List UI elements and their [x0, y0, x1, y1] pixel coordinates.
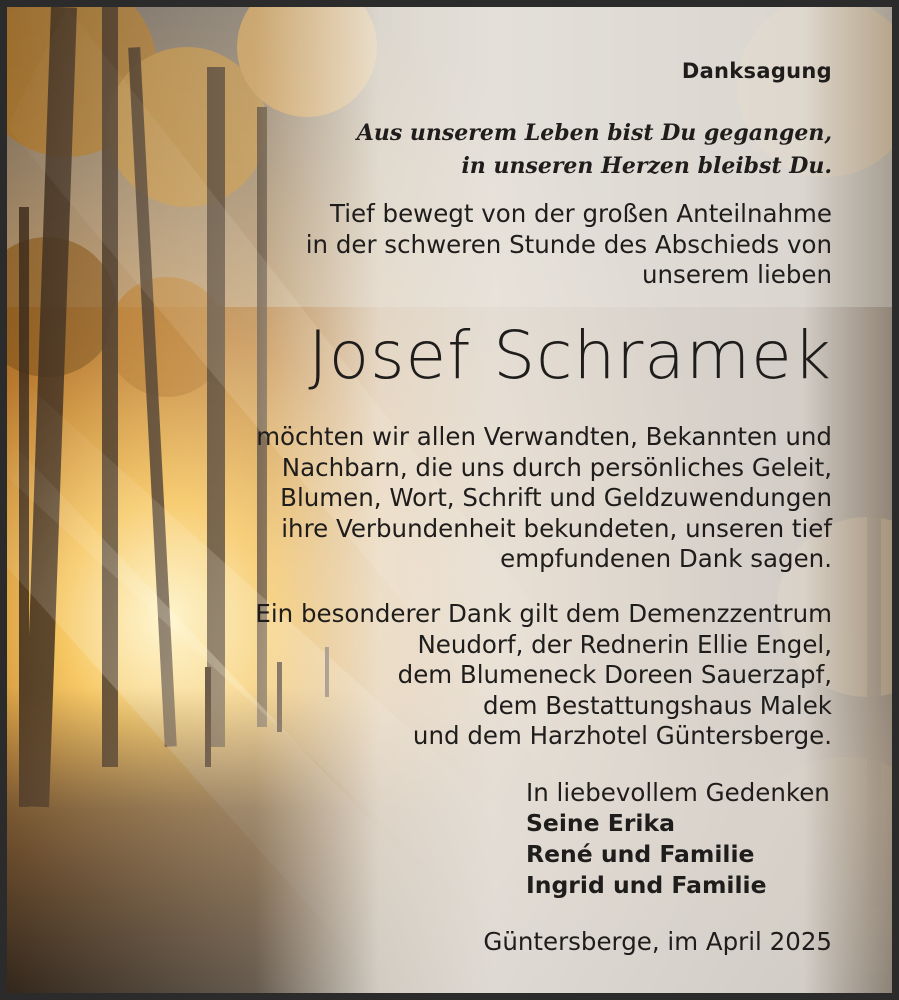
thanks-line: ihre Verbundenheit bekundeten, unseren tief — [281, 513, 832, 543]
special-thanks-line: Neudorf, der Rednerin Ellie Engel, — [417, 629, 832, 659]
thanks-line: Nachbarn, die uns durch persönliches Geleit, — [281, 452, 832, 482]
quote-line: Aus unserem Leben bist Du gegangen, — [356, 120, 832, 146]
thanks-paragraph — [172, 422, 832, 575]
thanks-line: Blumen, Wort, Schrift und Geldzuwendungen — [280, 483, 832, 512]
signoff-block — [526, 777, 856, 901]
memorial-quote — [212, 117, 832, 183]
quote-line: in unseren Herzen bleibst Du. — [461, 153, 832, 179]
special-thanks-line: dem Bestattungshaus Malek — [483, 690, 832, 720]
mourner-name: Ingrid und Familie — [526, 871, 767, 899]
deceased-name: Josef Schramek — [308, 317, 832, 394]
mourner-name: Seine Erika — [526, 809, 675, 837]
intro-line: in der schweren Stunde des Abschieds von — [305, 229, 832, 259]
notice-heading: Danksagung — [681, 59, 832, 83]
special-thanks-line: dem Blumeneck Doreen Sauerzapf, — [397, 660, 832, 689]
thanks-line: empfundenen Dank sagen. — [500, 544, 832, 573]
intro-line: unserem lieben — [642, 260, 832, 289]
special-thanks-line: Ein besonderer Dank gilt dem Demenzzentrum — [255, 599, 832, 628]
place-and-date: Güntersberge, im April 2025 — [483, 927, 832, 956]
intro-line: Tief bewegt von der großen Anteilnahme — [330, 199, 832, 228]
special-thanks-line: und dem Harzhotel Güntersberge. — [412, 721, 832, 750]
thanks-line: möchten wir allen Verwandten, Bekannten und — [256, 422, 832, 451]
mourner-name: René und Familie — [526, 840, 755, 868]
intro-paragraph — [212, 199, 832, 291]
special-thanks-paragraph — [172, 599, 832, 752]
closing-phrase: In liebevollem Gedenken — [526, 778, 830, 807]
